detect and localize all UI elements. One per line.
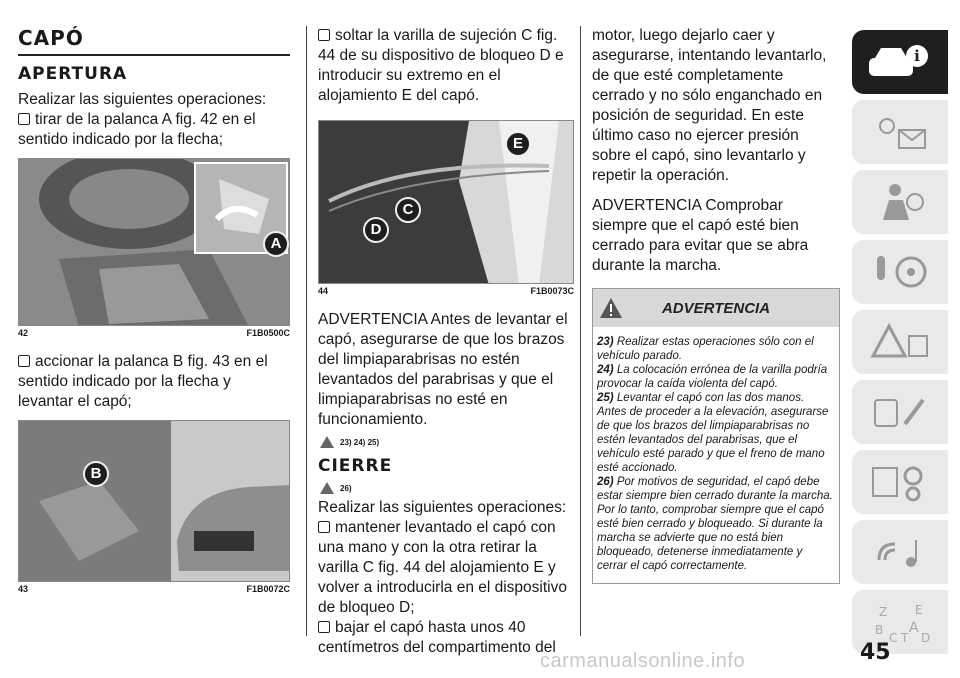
intro-text-2: Realizar las siguientes operaciones:: [318, 499, 567, 516]
index-letters-icon: [865, 600, 935, 644]
figure-44: [318, 120, 574, 296]
label-b: B: [83, 461, 109, 487]
section-title: CAPÓ: [18, 26, 84, 50]
airbag-person-icon: [865, 180, 935, 224]
label-e: E: [505, 131, 531, 157]
tab-maintenance[interactable]: [852, 380, 948, 444]
checkbox-bullet-icon: [318, 29, 330, 41]
continued-text: motor, luego dejarlo caer y asegurarse, intentando levantarlo, de que esté completamente cerrado y no sólo enganchado en posición de seguridad. En este último caso no ejercer presión sobre el capó, sino levantarlo y repetir la operación.: [592, 27, 827, 184]
warning-triangle-icon: [599, 297, 623, 319]
tab-emergency[interactable]: [852, 310, 948, 374]
lever-illustration: [19, 159, 290, 326]
multimedia-icon: [865, 530, 935, 574]
tab-car-info[interactable]: [852, 30, 948, 94]
figure-caption: 43 F1B0072C: [18, 584, 290, 594]
column-1: [18, 26, 290, 594]
svg-text:i: i: [914, 47, 920, 65]
intro-text: Realizar las siguientes operaciones:: [18, 91, 267, 108]
photo-hood-lever-b: [18, 420, 290, 582]
key-steering-icon: [865, 250, 935, 294]
page-number: 45: [860, 640, 891, 665]
warning-title: ADVERTENCIA: [661, 299, 771, 317]
tab-multimedia[interactable]: [852, 520, 948, 584]
svg-text:A: A: [909, 620, 919, 636]
chapter-tabs: [852, 30, 948, 660]
warning-header: [593, 289, 839, 327]
figure-42: [18, 158, 290, 338]
warning-triangle-icon: [320, 482, 334, 494]
label-a: A: [263, 231, 289, 257]
tab-technical[interactable]: [852, 450, 948, 514]
dashboard-lights-icon: [865, 110, 935, 154]
label-d: D: [363, 217, 389, 243]
watermark: carmanualsonline.info: [540, 650, 746, 672]
svg-text:E: E: [915, 603, 923, 617]
warning-item: 25) Levantar el capó con las dos manos. Antes de proceder a la elevación, asegurarse de que los brazos del limpiaparabrisas no estén levantados del parabrisas, que el vehículo esté parado y que el freno de mano esté accionado.: [597, 392, 829, 474]
photo-hood-prop-rod: [318, 120, 574, 284]
warning-paragraph: ADVERTENCIA Comprobar siempre que el capó esté bien cerrado para evitar que se abra durante la marcha.: [592, 197, 809, 274]
car-illustration: [19, 421, 290, 582]
tab-safety[interactable]: [852, 170, 948, 234]
warning-refs: 23) 24) 25): [320, 436, 574, 448]
step-1: tirar de la palanca A fig. 42 en el sentido indicado por la flecha;: [18, 111, 256, 148]
warning-box: [592, 288, 840, 584]
checkbox-bullet-icon: [18, 355, 30, 367]
service-tools-icon: [865, 390, 935, 434]
car-info-icon: [865, 40, 935, 84]
step-4: mantener levantado el capó con una mano y con la otra retirar la varilla C fig. 44 del alojamiento E y volver a introducirla en el dispositivo de bloqueo D;: [318, 519, 567, 616]
checkbox-bullet-icon: [318, 621, 330, 633]
photo-hood-lever-a: [18, 158, 290, 326]
figure-caption: 42 F1B0500C: [18, 328, 290, 338]
tab-dashboard[interactable]: [852, 100, 948, 164]
warning-paragraph: ADVERTENCIA Antes de levantar el capó, asegurarse de que los brazos del limpiaparabrisas no estén levantados del parabrisas y que el limpiaparabrisas no esté en funcionamiento.: [318, 311, 568, 428]
svg-text:D: D: [921, 631, 931, 644]
warning-refs-2: 26): [320, 482, 574, 494]
svg-text:Z: Z: [879, 605, 888, 619]
step-5: bajar el capó hasta unos 40 centímetros del compartimento del: [318, 619, 556, 656]
label-c: C: [395, 197, 421, 223]
warning-item: 23) Realizar estas operaciones sólo con el vehículo parado.: [597, 336, 814, 362]
checkbox-bullet-icon: [18, 113, 30, 125]
svg-text:B: B: [875, 623, 884, 637]
prop-rod-illustration: [319, 121, 574, 284]
figure-43: [18, 420, 290, 594]
subsection-title: APERTURA: [18, 64, 128, 84]
title-rule: [18, 54, 290, 56]
column-3: [592, 26, 840, 584]
svg-text:C: C: [889, 631, 898, 644]
step-3: soltar la varilla de sujeción C fig. 44 de su dispositivo de bloqueo D e introducir su extremo en el alojamiento E del capó.: [318, 27, 564, 104]
warning-item: 24) La colocación errónea de la varilla podría provocar la caída violenta del capó.: [597, 364, 828, 390]
figure-caption: 44 F1B0073C: [318, 286, 574, 296]
svg-text:T: T: [901, 631, 909, 644]
warning-item: 26) Por motivos de seguridad, el capó debe estar siempre bien cerrado durante la marcha. Por lo tanto, comprobar siempre que el capó esté bien cerrado y bloqueado. Si durante la marcha se advierte que no está bien bloqueado, detenerse inmediatamente y cerrar el capó correctamente.: [597, 476, 833, 572]
tab-starting[interactable]: [852, 240, 948, 304]
column-2: [318, 26, 574, 658]
gears-icon: [865, 460, 935, 504]
warning-list: [593, 327, 839, 583]
checkbox-bullet-icon: [318, 521, 330, 533]
warning-triangle-icon: [320, 436, 334, 448]
warning-road-icon: [865, 320, 935, 364]
step-2: accionar la palanca B fig. 43 en el sentido indicado por la flecha y levantar el capó;: [18, 353, 268, 410]
section-cierre: CIERRE: [318, 456, 393, 476]
